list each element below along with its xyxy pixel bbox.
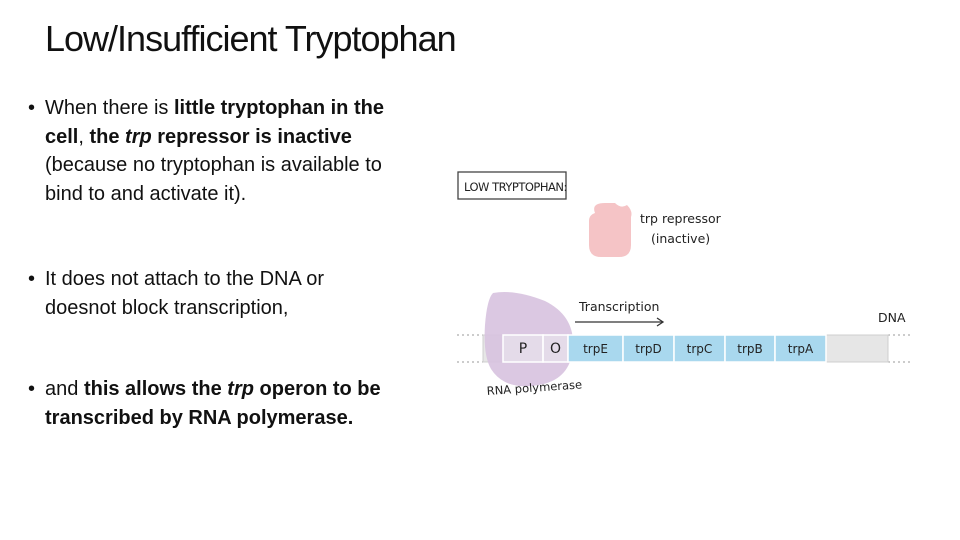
bullet-3-run: and bbox=[45, 378, 84, 400]
trp-repressor-shape bbox=[589, 203, 632, 257]
segment-o-label: O bbox=[549, 341, 562, 357]
bullet-3 bbox=[28, 375, 398, 432]
dna-label: DNA bbox=[878, 310, 906, 325]
bullet-2 bbox=[28, 265, 398, 322]
repressor-label-line1: trp repressor bbox=[640, 211, 721, 226]
segment-trpb-label: trpB bbox=[737, 342, 763, 356]
segment-p-label: P bbox=[518, 341, 528, 357]
bullet-1-run: repressor is inactive bbox=[151, 125, 352, 148]
bullet-1-run: When there is bbox=[45, 97, 174, 119]
bullet-1 bbox=[28, 94, 398, 208]
bullet-1-run: (because no tryptophan is available to bind to and activate it). bbox=[45, 154, 382, 205]
bullet-3-run: trp bbox=[227, 378, 254, 400]
bullet-1-run: trp bbox=[125, 125, 152, 148]
bullet-1-run: , bbox=[78, 125, 90, 148]
bullet-3-run: this allows the bbox=[83, 378, 228, 400]
segment-trpa-label: trpA bbox=[787, 342, 814, 356]
bullet-1-run: the bbox=[89, 125, 126, 148]
operon-segments bbox=[503, 335, 826, 362]
repressor-label-line2: (inactive) bbox=[651, 231, 711, 246]
segment-trpe-label: trpE bbox=[583, 342, 608, 356]
segment-trpd-label: trpD bbox=[635, 342, 662, 356]
segment-trpc-label: trpC bbox=[686, 342, 713, 356]
condition-label: LOW TRYPTOPHAN: bbox=[464, 180, 567, 194]
trp-operon-diagram bbox=[455, 165, 925, 415]
bullet-1-run: little tryptophan in the cell bbox=[45, 97, 384, 148]
bullet-3-run: operon to be transcribed by RNA polymerase. bbox=[45, 378, 381, 429]
polymerase-label: RNA polymerase bbox=[486, 377, 583, 398]
transcription-label: Transcription bbox=[579, 299, 660, 314]
bullet-2-run: It does not attach to the DNA or doesnot block transcription, bbox=[45, 268, 325, 319]
bullet-list bbox=[28, 94, 398, 432]
page-title: Low/Insufficient Tryptophan bbox=[45, 18, 456, 59]
